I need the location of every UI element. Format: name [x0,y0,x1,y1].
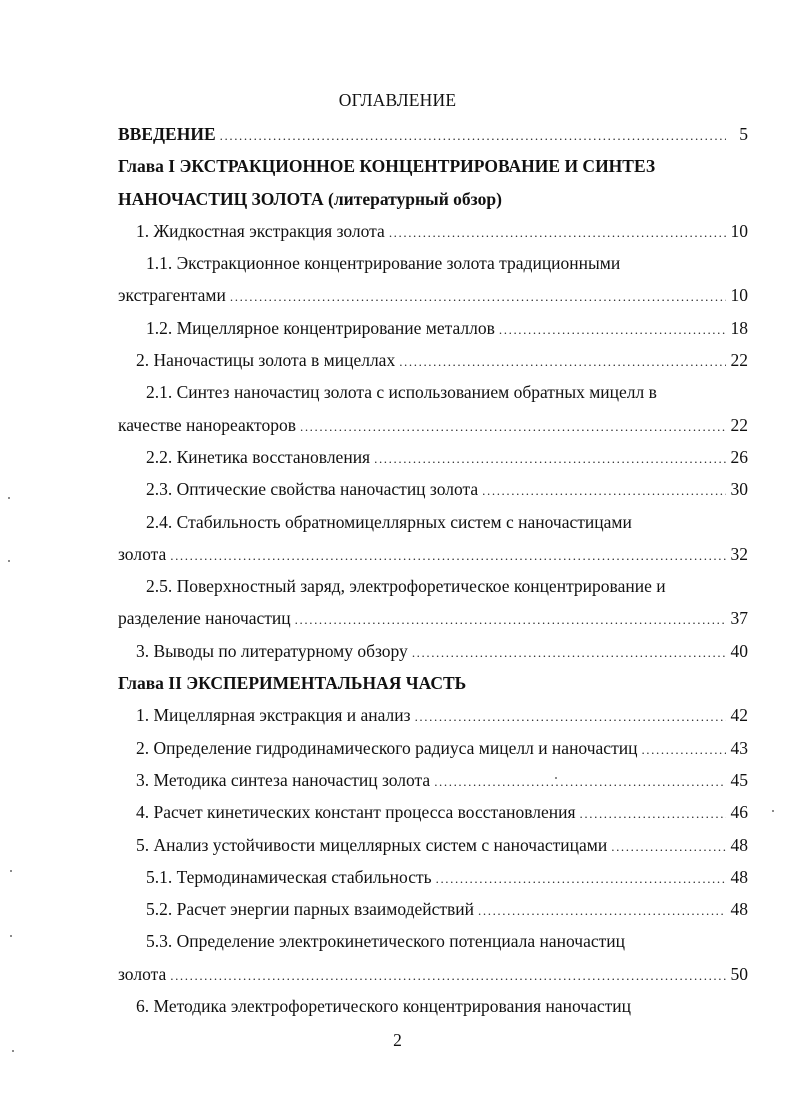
dot-leader [170,540,726,572]
toc-entry-label: 5. Анализ устойчивости мицеллярных систем с наночастицами [136,834,608,855]
toc-entry-page: 50 [730,963,748,984]
toc-entry-label: 2.5. Поверхностный заряд, электрофоретическое концентрирование и [146,576,666,597]
toc-entry-page: 26 [730,446,748,467]
dot-leader [230,281,726,313]
toc-entry-page: 46 [730,802,748,823]
toc-chapter-1-line1: Глава I ЭКСТРАКЦИОННОЕ КОНЦЕНТРИРОВАНИЕ И СИНТЕЗ [118,156,656,177]
dot-leader [580,798,726,830]
toc-entry-label: 3. Выводы по литературному обзору [136,640,408,661]
toc-entry-page: 48 [730,834,748,855]
dot-leader [611,831,726,863]
toc-entry-page: 40 [730,640,748,661]
dot-leader [220,120,726,152]
toc-entry-s1-2 [118,312,748,344]
toc-entry-e2 [118,732,748,764]
toc-entry-page: 48 [730,899,748,920]
dot-leader [374,443,726,475]
toc-entry-label: 1.2. Мицеллярное концентрирование металлов [146,317,495,338]
toc-entry-label: 4. Расчет кинетических констант процесса восстановления [136,802,576,823]
toc-entry-label: 2.1. Синтез наночастиц золота с использованием обратных мицелл в [146,382,657,403]
toc-entry-s1-1-line1 [118,247,748,279]
toc-entry-page: 37 [730,608,748,629]
toc-title: ОГЛАВЛЕНИЕ [338,90,457,110]
toc-entry-e5-1 [118,861,748,893]
toc-entry-page: 45 [730,769,748,790]
toc-entry-s2-5-line2 [118,602,748,634]
toc-entry-s2-4-line1 [118,506,748,538]
dot-leader [389,217,726,249]
toc-entry-label: 5.3. Определение электрокинетического потенциала наночастиц [146,931,626,952]
toc-entry-e6-line1 [118,990,748,1022]
toc-entry-s2-1-line2 [118,409,748,441]
toc-entry-e5-3-line2 [118,958,748,990]
toc-entry-label: 2.4. Стабильность обратномицеллярных систем с наночастицами [146,511,632,532]
toc-entry-page: 30 [730,479,748,500]
dot-leader [170,960,726,992]
toc-entry-page: 42 [730,705,748,726]
toc-entry-e1 [118,699,748,731]
toc-entry-label: разделение наночастиц [118,608,291,629]
toc-entry-page: 18 [730,317,748,338]
toc-entry-label: золота [118,963,167,984]
dot-leader [415,701,726,733]
scan-speck [10,870,12,872]
dot-leader [436,863,726,895]
dot-leader [434,766,726,798]
toc-entry-s3 [118,635,748,667]
scan-speck [555,777,557,779]
toc-entry-label: 2.3. Оптические свойства наночастиц золота [146,479,479,500]
toc-entry-label: 2. Определение гидродинамического радиуса мицелл и наночастиц [136,737,638,758]
toc-entry-label: 5.1. Термодинамическая стабильность [146,866,432,887]
scan-speck [772,810,774,812]
toc-entry-e5 [118,829,748,861]
toc-entry-s2-1-line1 [118,376,748,408]
toc-entry-page: 10 [730,220,748,241]
toc-entry-s1 [118,215,748,247]
toc-entry-label: 6. Методика электрофоретического концентрирования наночастиц [136,996,632,1017]
toc-entry-page: 48 [730,866,748,887]
toc-entry-label: золота [118,543,167,564]
toc-entry-page: 32 [730,543,748,564]
page-number: 2 [393,1030,402,1050]
scan-speck [12,1050,14,1052]
scan-speck [8,560,10,562]
toc-entry-label: 3. Методика синтеза наночастиц золота [136,769,431,790]
dot-leader [641,734,726,766]
toc-entry-label: 5.2. Расчет энергии парных взаимодействий [146,899,475,920]
toc-chapter-1-line2: НАНОЧАСТИЦ ЗОЛОТА (литературный обзор) [118,188,502,209]
toc-entry-page: 22 [730,350,748,371]
toc-entry-s2-5-line1 [118,570,748,602]
dot-leader [482,475,726,507]
scan-speck [8,497,10,499]
toc-entry-label: 1. Мицеллярная экстракция и анализ [136,705,411,726]
toc-entry-s2-4-line2 [118,538,748,570]
toc-entry-e5-2 [118,893,748,925]
toc-entry-page: 43 [730,737,748,758]
toc-entry-label: экстрагентами [118,285,226,306]
toc-entry-e4 [118,796,748,828]
dot-leader [499,314,726,346]
table-of-contents [118,118,748,1022]
toc-entry-s2-2 [118,441,748,473]
toc-entry-e3 [118,764,748,796]
toc-entry-label: ВВЕДЕНИЕ [118,124,216,144]
dot-leader [300,411,726,443]
toc-entry-s2-3 [118,473,748,505]
dot-leader [478,895,726,927]
toc-entry-label: 2.2. Кинетика восстановления [146,446,371,467]
toc-entry-s2 [118,344,748,376]
scan-speck [10,935,12,937]
toc-entry-s1-1-line2 [118,279,748,311]
toc-entry-label: 1. Жидкостная экстракция золота [136,220,385,241]
toc-chapter-2: Глава II ЭКСПЕРИМЕНТАЛЬНАЯ ЧАСТЬ [118,673,467,694]
dot-leader [295,604,726,636]
toc-entry-page: 5 [739,124,748,144]
toc-entry-label: качестве нанореакторов [118,414,296,435]
dot-leader [399,346,726,378]
dot-leader [412,637,726,669]
toc-entry-label: 1.1. Экстракционное концентрирование золота традиционными [146,253,621,274]
toc-entry-label: 2. Наночастицы золота в мицеллах [136,350,396,371]
toc-entry-intro [118,118,748,150]
toc-entry-page: 22 [730,414,748,435]
toc-entry-page: 10 [730,285,748,306]
toc-entry-e5-3-line1 [118,925,748,957]
